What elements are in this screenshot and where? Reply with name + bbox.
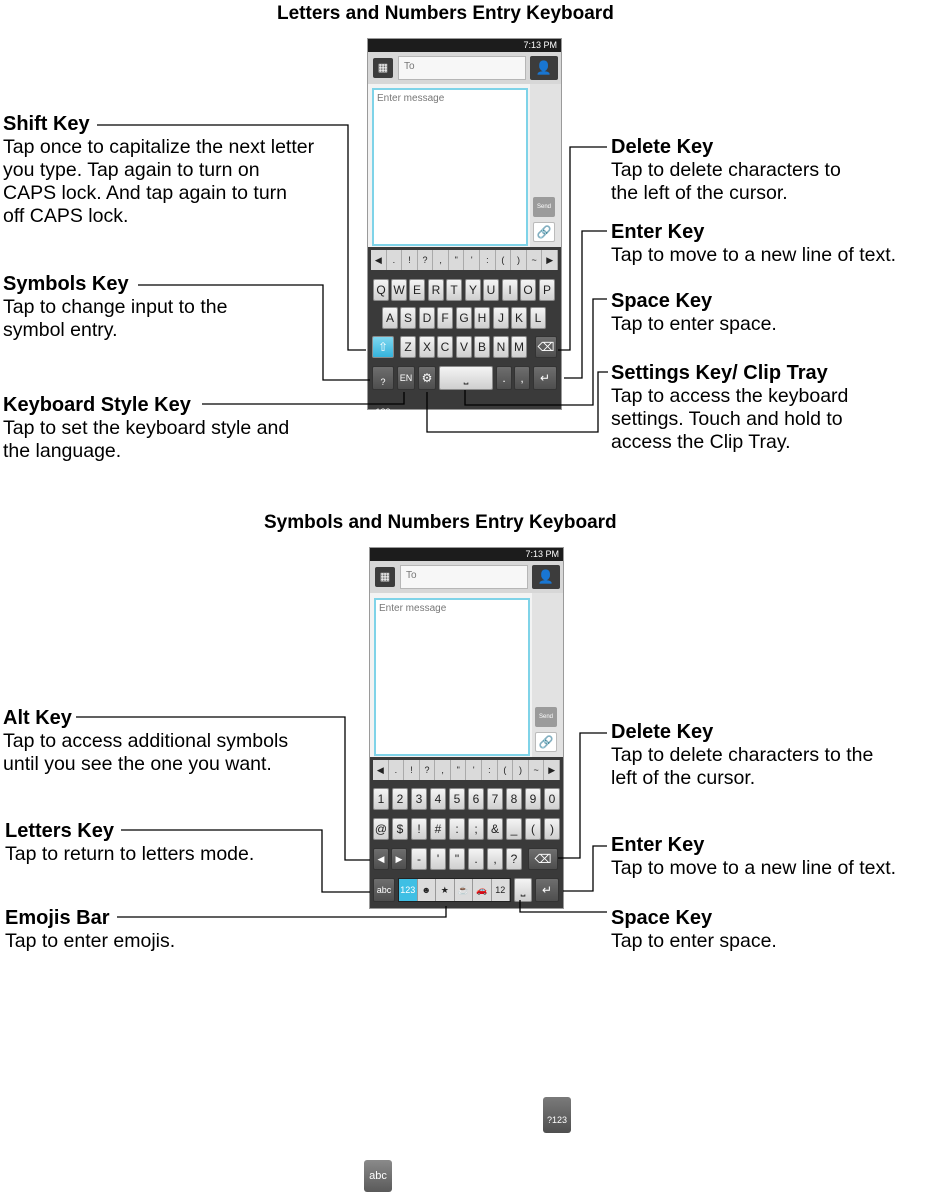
key[interactable]: 3 xyxy=(411,788,427,810)
key[interactable]: F xyxy=(437,307,453,329)
key[interactable]: S xyxy=(400,307,416,329)
key[interactable]: P xyxy=(539,279,555,301)
suggestion-key[interactable]: " xyxy=(449,250,465,270)
callout-text: Tap to change input to the xyxy=(3,296,228,318)
compose-icon[interactable]: ▦ xyxy=(373,58,393,78)
callout-title: Symbols Key xyxy=(3,273,129,295)
key[interactable]: W xyxy=(391,279,407,301)
callout-title: Delete Key xyxy=(611,721,714,743)
keyboard-style-key[interactable]: EN xyxy=(397,366,415,390)
star-icon[interactable]: ★ xyxy=(436,879,455,901)
to-field[interactable]: To xyxy=(400,565,528,589)
suggestion-key[interactable]: ? xyxy=(418,250,434,270)
suggestion-key[interactable]: ? xyxy=(420,760,436,780)
key[interactable]: 6 xyxy=(468,788,484,810)
key[interactable]: G xyxy=(456,307,472,329)
smiley-icon[interactable]: ☻ xyxy=(418,879,437,901)
key[interactable]: 9 xyxy=(525,788,541,810)
key[interactable]: D xyxy=(419,307,435,329)
key[interactable]: Y xyxy=(465,279,481,301)
callout-text: Tap to set the keyboard style and xyxy=(3,417,290,439)
symbols-key-icon xyxy=(543,1097,571,1133)
scroll-right-icon[interactable]: ▶ xyxy=(544,760,560,780)
compose-icon[interactable]: ▦ xyxy=(375,567,395,587)
suggestion-key[interactable]: ' xyxy=(466,760,482,780)
status-time: 7:13 PM xyxy=(523,40,557,50)
callout-text: the language. xyxy=(3,440,122,462)
suggestion-key[interactable]: ~ xyxy=(529,760,545,780)
callout-text: symbol entry. xyxy=(3,319,118,341)
key[interactable]: ; xyxy=(468,818,484,840)
callout-title: Keyboard Style Key xyxy=(3,394,191,416)
send-button[interactable]: Send xyxy=(535,707,557,727)
key[interactable]: ' xyxy=(430,848,446,870)
callout-text: Tap to enter space. xyxy=(611,313,777,335)
cup-icon[interactable]: ☕ xyxy=(455,879,474,901)
attach-icon[interactable]: 🔗 xyxy=(533,222,555,242)
delete-key[interactable]: ⌫ xyxy=(528,848,558,870)
suggestion-key[interactable]: ' xyxy=(464,250,480,270)
key[interactable]: : xyxy=(449,818,465,840)
suggestion-key[interactable]: " xyxy=(451,760,467,780)
send-button[interactable]: Send xyxy=(533,197,555,217)
callout-text: Tap to move to a new line of text. xyxy=(611,244,897,266)
car-icon[interactable]: 🚗 xyxy=(473,879,492,901)
suggestion-key[interactable]: ! xyxy=(404,760,420,780)
key[interactable]: 5 xyxy=(449,788,465,810)
key[interactable]: @ xyxy=(373,818,389,840)
message-field[interactable]: Enter message xyxy=(374,598,530,756)
status-time: 7:13 PM xyxy=(525,549,559,559)
letters-key[interactable]: abc xyxy=(373,878,395,902)
key[interactable]: B xyxy=(474,336,490,358)
callout-title: Enter Key xyxy=(611,834,705,856)
key[interactable]: ( xyxy=(525,818,541,840)
key[interactable]: J xyxy=(493,307,509,329)
key[interactable]: K xyxy=(511,307,527,329)
callout-title: Shift Key xyxy=(3,113,90,135)
contact-icon[interactable]: 👤 xyxy=(530,56,558,80)
abc-key-icon-label: abc xyxy=(369,1170,387,1182)
key[interactable]: X xyxy=(419,336,435,358)
key[interactable]: H xyxy=(474,307,490,329)
callout-title: Emojis Bar xyxy=(5,907,110,929)
callout-title: Letters Key xyxy=(5,820,114,842)
suggestion-key[interactable]: : xyxy=(482,760,498,780)
key[interactable]: Q xyxy=(373,279,389,301)
suggestion-key[interactable]: . xyxy=(389,760,405,780)
period-key[interactable]: . xyxy=(496,366,512,390)
scroll-right-icon[interactable]: ▶ xyxy=(542,250,558,270)
callout-title: Settings Key/ Clip Tray xyxy=(611,362,828,384)
comma-key[interactable]: , xyxy=(514,366,530,390)
key[interactable]: , xyxy=(487,848,503,870)
key[interactable]: ! xyxy=(411,818,427,840)
suggestion-key[interactable]: ! xyxy=(402,250,418,270)
key[interactable]: . xyxy=(468,848,484,870)
number-tab-icon[interactable]: 12 xyxy=(492,879,511,901)
key[interactable]: 4 xyxy=(430,788,446,810)
callout-text: Tap to access additional symbols xyxy=(3,730,289,752)
key[interactable]: ? xyxy=(506,848,522,870)
suggestion-key[interactable]: , xyxy=(435,760,451,780)
key[interactable]: U xyxy=(483,279,499,301)
key[interactable]: _ xyxy=(506,818,522,840)
key[interactable]: 0 xyxy=(544,788,560,810)
suggestion-key[interactable]: . xyxy=(387,250,403,270)
callout-text: Tap to delete characters to the xyxy=(611,744,874,766)
callout-text: Tap to access the keyboard xyxy=(611,385,849,407)
callout-text: left of the cursor. xyxy=(611,767,756,789)
key[interactable]: C xyxy=(437,336,453,358)
callout-text: you type. Tap again to turn on xyxy=(3,159,260,181)
callout-text: Tap to enter space. xyxy=(611,930,777,952)
callout-title: Space Key xyxy=(611,907,713,929)
scroll-left-icon[interactable]: ◀ xyxy=(373,760,389,780)
key[interactable]: " xyxy=(449,848,465,870)
suggestion-key[interactable]: , xyxy=(433,250,449,270)
key[interactable]: # xyxy=(430,818,446,840)
callout-text: Tap to return to letters mode. xyxy=(5,843,255,865)
key[interactable]: L xyxy=(530,307,546,329)
symbols-key-icon-label: ?123 xyxy=(546,1115,568,1125)
key[interactable]: 7 xyxy=(487,788,503,810)
emoji-tab-numbers[interactable]: 123 xyxy=(399,879,418,901)
callout-text: settings. Touch and hold to xyxy=(611,408,843,430)
callout-text: Tap to enter emojis. xyxy=(5,930,176,952)
suggestion-key[interactable]: ) xyxy=(513,760,529,780)
suggestion-key[interactable]: ( xyxy=(498,760,514,780)
callout-title: Alt Key xyxy=(3,707,72,729)
callout-title: Enter Key xyxy=(611,221,705,243)
key[interactable]: ) xyxy=(544,818,560,840)
key[interactable]: N xyxy=(493,336,509,358)
abc-key-icon xyxy=(364,1160,392,1192)
key[interactable]: O xyxy=(520,279,536,301)
key[interactable]: 2 xyxy=(392,788,408,810)
key[interactable]: & xyxy=(487,818,503,840)
enter-key[interactable]: ↵ xyxy=(535,878,559,902)
scroll-left-icon[interactable]: ◀ xyxy=(371,250,387,270)
key[interactable]: A xyxy=(382,307,398,329)
callout-title: Space Key xyxy=(611,290,713,312)
suggestion-key[interactable]: ) xyxy=(511,250,527,270)
key[interactable]: M xyxy=(511,336,527,358)
key[interactable]: Z xyxy=(400,336,416,358)
key[interactable]: $ xyxy=(392,818,408,840)
key[interactable]: 1 xyxy=(373,788,389,810)
key[interactable]: - xyxy=(411,848,427,870)
callout-text: Tap once to capitalize the next letter xyxy=(3,136,315,158)
callout-title: Delete Key xyxy=(611,136,714,158)
key[interactable]: R xyxy=(428,279,444,301)
alt-key-right[interactable]: ▶ xyxy=(391,848,407,870)
to-field[interactable]: To xyxy=(398,56,526,80)
callout-text: Tap to delete characters to xyxy=(611,159,841,181)
key[interactable]: 8 xyxy=(506,788,522,810)
suggestion-key[interactable]: : xyxy=(480,250,496,270)
alt-key-left[interactable]: ◀ xyxy=(373,848,389,870)
message-field[interactable]: Enter message xyxy=(372,88,528,246)
suggestion-key[interactable]: ( xyxy=(496,250,512,270)
space-key[interactable]: ⎵ xyxy=(514,878,532,902)
delete-key[interactable]: ⌫ xyxy=(535,336,557,358)
shift-key[interactable]: ⇧ xyxy=(372,336,394,358)
attach-icon[interactable]: 🔗 xyxy=(535,732,557,752)
key[interactable]: E xyxy=(409,279,425,301)
callout-text: access the Clip Tray. xyxy=(611,431,791,453)
callout-text: until you see the one you want. xyxy=(3,753,272,775)
callout-text: the left of the cursor. xyxy=(611,182,788,204)
space-key[interactable]: ⎵ xyxy=(439,366,493,390)
contact-icon[interactable]: 👤 xyxy=(532,565,560,589)
section2-title: Symbols and Numbers Entry Keyboard xyxy=(264,512,617,533)
callout-text: off CAPS lock. xyxy=(3,205,129,227)
symbols-key[interactable]: ?123 xyxy=(372,366,394,390)
callout-text: Tap to move to a new line of text. xyxy=(611,857,897,879)
suggestion-key[interactable]: ~ xyxy=(527,250,543,270)
key[interactable]: T xyxy=(446,279,462,301)
enter-key[interactable]: ↵ xyxy=(533,366,557,390)
section1-title: Letters and Numbers Entry Keyboard xyxy=(277,3,614,24)
settings-key[interactable]: ⚙ xyxy=(418,366,436,390)
key[interactable]: V xyxy=(456,336,472,358)
key[interactable]: I xyxy=(502,279,518,301)
callout-text: CAPS lock. And tap again to turn xyxy=(3,182,288,204)
